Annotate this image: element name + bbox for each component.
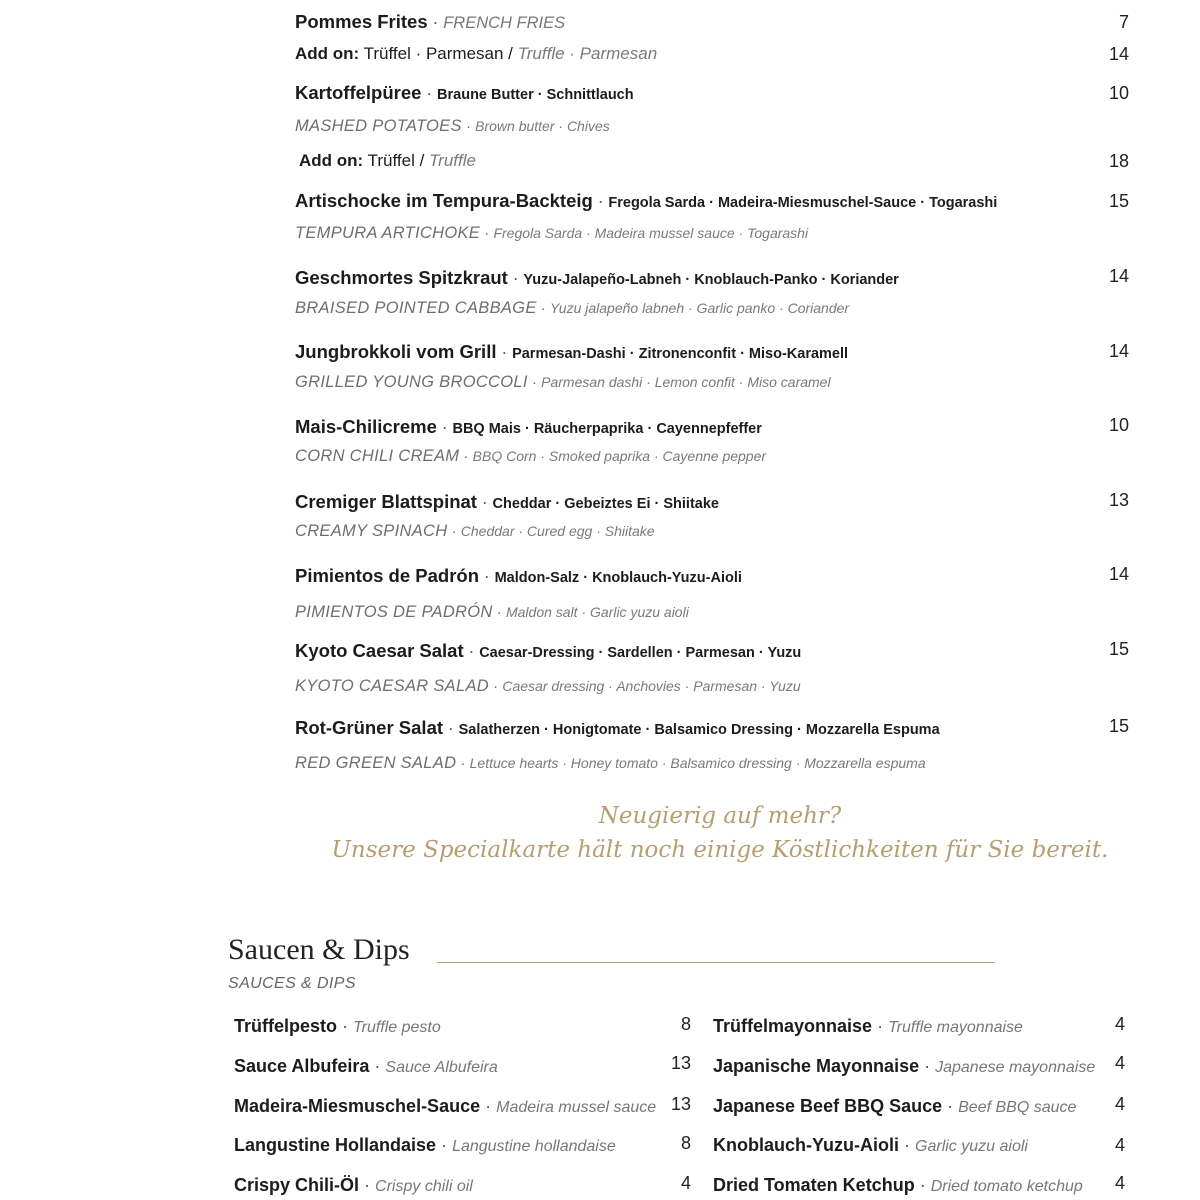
menu-item-english-line: [295, 676, 801, 697]
item-price: 10: [1108, 83, 1129, 103]
menu-item-english-line: [295, 602, 689, 623]
sauce-english: Truffle pesto: [353, 1019, 441, 1036]
separator-dot: ·: [426, 83, 438, 103]
sauce-price: 13: [670, 1053, 691, 1073]
item-price: 15: [1108, 716, 1129, 736]
item-english-name: CORN CHILI CREAM: [295, 447, 460, 465]
item-name: Mais-Chilicreme: [295, 416, 437, 437]
addon-price: 14: [1108, 44, 1129, 64]
sauce-item: [234, 1134, 616, 1158]
menu-item-english-line: [295, 446, 766, 467]
menu-item-english-line: [295, 372, 831, 393]
separator-dot: ·: [468, 641, 480, 661]
item-english-details: Fregola Sarda · Madeira mussel sauce · Togarashi: [493, 225, 809, 241]
item-english-name: CREAMY SPINACH: [295, 522, 448, 540]
item-english-name: FRENCH FRIES: [443, 14, 566, 32]
item-details: Salatherzen · Honigtomate · Balsamico Dressing · Mozzarella Espuma: [458, 722, 940, 738]
separator-dot: ·: [924, 1056, 936, 1076]
item-details: Fregola Sarda · Madeira-Miesmuschel-Sauce · Togarashi: [608, 195, 998, 211]
separator-dot: ·: [374, 1056, 386, 1076]
menu-item-name-line: [295, 640, 801, 664]
item-name: Artischocke im Tempura-Backteig: [295, 190, 593, 211]
sauce-english: Sauce Albufeira: [385, 1059, 498, 1076]
menu-item-english-line: [295, 223, 808, 244]
menu-item-name-line: [295, 416, 762, 440]
separator-dot: ·: [447, 718, 459, 738]
sauce-name: Madeira-Miesmuschel-Sauce: [234, 1096, 481, 1116]
promo-line-1: Neugierig auf mehr?: [598, 803, 842, 829]
menu-item-name-line: [295, 82, 634, 106]
separator-dot: ·: [540, 300, 550, 317]
item-english-name: PIMIENTOS DE PADRÓN: [295, 603, 493, 621]
separator-dot: ·: [485, 1096, 497, 1116]
item-english-details: Caesar dressing · Anchovies · Parmesan · Yuzu: [502, 678, 801, 694]
item-details: BBQ Mais · Räucherpaprika · Cayennepfeffer: [452, 421, 762, 437]
sauce-name: Trüffelmayonnaise: [713, 1016, 873, 1036]
menu-item-name-line: [295, 717, 940, 741]
item-english-name: TEMPURA ARTICHOKE: [295, 224, 481, 242]
sauce-item: [234, 1095, 656, 1119]
separator-dot: ·: [877, 1016, 889, 1036]
separator-dot: ·: [432, 12, 444, 32]
menu-item-name-line: [295, 267, 899, 291]
sauce-price: 13: [670, 1094, 691, 1114]
sauce-english: Crispy chili oil: [375, 1178, 473, 1195]
menu-item-name-line: [295, 491, 719, 515]
addon-line: [299, 150, 476, 172]
menu-item-name-line: [295, 565, 742, 589]
item-english-name: KYOTO CAESAR SALAD: [295, 677, 489, 695]
item-price: 14: [1108, 266, 1129, 286]
sauce-item: [713, 1134, 1028, 1158]
item-english-name: GRILLED YOUNG BROCCOLI: [295, 373, 528, 391]
item-price: 14: [1108, 341, 1129, 361]
addon-german: Trüffel · Parmesan /: [363, 44, 513, 63]
separator-dot: ·: [597, 191, 609, 211]
item-english-details: BBQ Corn · Smoked paprika · Cayenne pepper: [472, 448, 767, 464]
separator-dot: ·: [460, 755, 470, 772]
sauce-price: 8: [680, 1014, 691, 1034]
item-english-details: Cheddar · Cured egg · Shiitake: [460, 523, 655, 539]
item-name: Kyoto Caesar Salat: [295, 640, 464, 661]
menu-item-name-line: [295, 190, 997, 214]
separator-dot: ·: [342, 1016, 354, 1036]
separator-dot: ·: [531, 374, 542, 391]
addon-english: Truffle · Parmesan: [517, 44, 658, 63]
item-details: Maldon-Salz · Knoblauch-Yuzu-Aioli: [494, 570, 742, 586]
menu-item-english-line: [295, 753, 926, 774]
sauce-name: Dried Tomaten Ketchup: [713, 1175, 915, 1195]
addon-label: Add on:: [299, 151, 364, 170]
separator-dot: ·: [904, 1135, 916, 1155]
item-name: Rot-Grüner Salat: [295, 717, 444, 738]
sauce-item: [234, 1015, 441, 1039]
item-english-details: Brown butter · Chives: [475, 118, 610, 134]
sauce-price: 4: [1114, 1053, 1125, 1073]
separator-dot: ·: [451, 523, 461, 540]
sauce-english: Langustine hollandaise: [452, 1138, 616, 1155]
item-price: 13: [1108, 490, 1129, 510]
item-name: Cremiger Blattspinat: [295, 491, 477, 512]
addon-label: Add on:: [295, 44, 360, 63]
item-details: Parmesan-Dashi · Zitronenconfit · Miso-Karamell: [512, 346, 849, 362]
separator-dot: ·: [496, 604, 506, 621]
menu-item-english-line: [295, 298, 849, 319]
separator-dot: ·: [441, 417, 453, 437]
separator-dot: ·: [947, 1096, 959, 1116]
separator-dot: ·: [512, 268, 524, 288]
item-english-name: BRAISED POINTED CABBAGE: [295, 299, 537, 317]
sauce-price: 4: [1114, 1014, 1125, 1034]
section-subtitle: SAUCES & DIPS: [228, 975, 356, 992]
item-name: Pommes Frites: [295, 11, 428, 32]
addon-line: [295, 43, 657, 65]
sauce-price: 4: [1114, 1094, 1125, 1114]
item-name: Kartoffelpüree: [295, 82, 422, 103]
separator-dot: ·: [501, 342, 513, 362]
item-english-details: Parmesan dashi · Lemon confit · Miso caramel: [541, 374, 831, 390]
item-details: Braune Butter · Schnittlauch: [437, 87, 634, 103]
item-name: Pimientos de Padrón: [295, 565, 480, 586]
separator-dot: ·: [364, 1175, 376, 1195]
item-english-name: MASHED POTATOES: [295, 117, 462, 135]
item-price: 10: [1108, 415, 1129, 435]
item-price: 7: [1118, 12, 1129, 32]
sauce-item: [713, 1055, 1095, 1079]
separator-dot: ·: [484, 225, 494, 242]
separator-dot: ·: [481, 492, 493, 512]
sauce-name: Crispy Chili-Öl: [234, 1175, 360, 1195]
sauce-price: 4: [1114, 1135, 1125, 1155]
item-english-name: RED GREEN SALAD: [295, 754, 457, 772]
item-english-details: Maldon salt · Garlic yuzu aioli: [505, 604, 689, 620]
item-details: Yuzu-Jalapeño-Labneh · Knoblauch-Panko · Koriander: [523, 272, 899, 288]
item-name: Jungbrokkoli vom Grill: [295, 341, 497, 362]
separator-dot: ·: [441, 1135, 453, 1155]
sauce-name: Japanische Mayonnaise: [713, 1056, 920, 1076]
section-rule: [437, 962, 995, 963]
sauce-english: Beef BBQ sauce: [958, 1099, 1077, 1116]
sauce-item: [713, 1015, 1023, 1039]
item-price: 15: [1108, 191, 1129, 211]
sauce-price: 4: [680, 1173, 691, 1193]
sauce-name: Knoblauch-Yuzu-Aioli: [713, 1135, 899, 1155]
menu-item-english-line: [295, 116, 610, 137]
addon-english: Truffle: [429, 151, 476, 170]
item-english-details: Lettuce hearts · Honey tomato · Balsamico dressing · Mozzarella espuma: [469, 755, 926, 771]
menu-item-name-line: [295, 11, 565, 34]
sauce-price: 8: [680, 1133, 691, 1153]
separator-dot: ·: [483, 566, 495, 586]
separator-dot: ·: [493, 678, 503, 695]
sauce-item: [713, 1095, 1076, 1119]
sauce-english: Dried tomato ketchup: [930, 1178, 1083, 1195]
sauce-name: Sauce Albufeira: [234, 1056, 370, 1076]
sauce-english: Garlic yuzu aioli: [915, 1138, 1028, 1155]
item-price: 15: [1108, 639, 1129, 659]
item-english-details: Yuzu jalapeño labneh · Garlic panko · Coriander: [549, 300, 850, 316]
sauce-english: Japanese mayonnaise: [935, 1059, 1096, 1076]
sauce-price: 4: [1114, 1173, 1125, 1193]
sauce-name: Japanese Beef BBQ Sauce: [713, 1096, 943, 1116]
promo-line-2: Unsere Specialkarte hält noch einige Köstlichkeiten für Sie bereit.: [331, 837, 1109, 863]
separator-dot: ·: [463, 448, 473, 465]
section-title: Saucen & Dips: [228, 933, 410, 966]
item-details: Cheddar · Gebeiztes Ei · Shiitake: [492, 496, 719, 512]
separator-dot: ·: [919, 1175, 931, 1195]
menu-item-name-line: [295, 341, 848, 365]
addon-german: Trüffel /: [367, 151, 425, 170]
item-price: 14: [1108, 564, 1129, 584]
addon-price: 18: [1108, 151, 1129, 171]
menu-item-english-line: [295, 521, 655, 542]
sauce-item: [713, 1174, 1083, 1198]
sauce-item: [234, 1174, 473, 1198]
separator-dot: ·: [465, 118, 476, 135]
sauce-name: Langustine Hollandaise: [234, 1135, 437, 1155]
sauce-item: [234, 1055, 498, 1079]
sauce-english: Madeira mussel sauce: [496, 1099, 657, 1116]
sauce-english: Truffle mayonnaise: [888, 1019, 1023, 1036]
item-name: Geschmortes Spitzkraut: [295, 267, 508, 288]
item-details: Caesar-Dressing · Sardellen · Parmesan · Yuzu: [479, 645, 802, 661]
sauce-name: Trüffelpesto: [234, 1016, 338, 1036]
